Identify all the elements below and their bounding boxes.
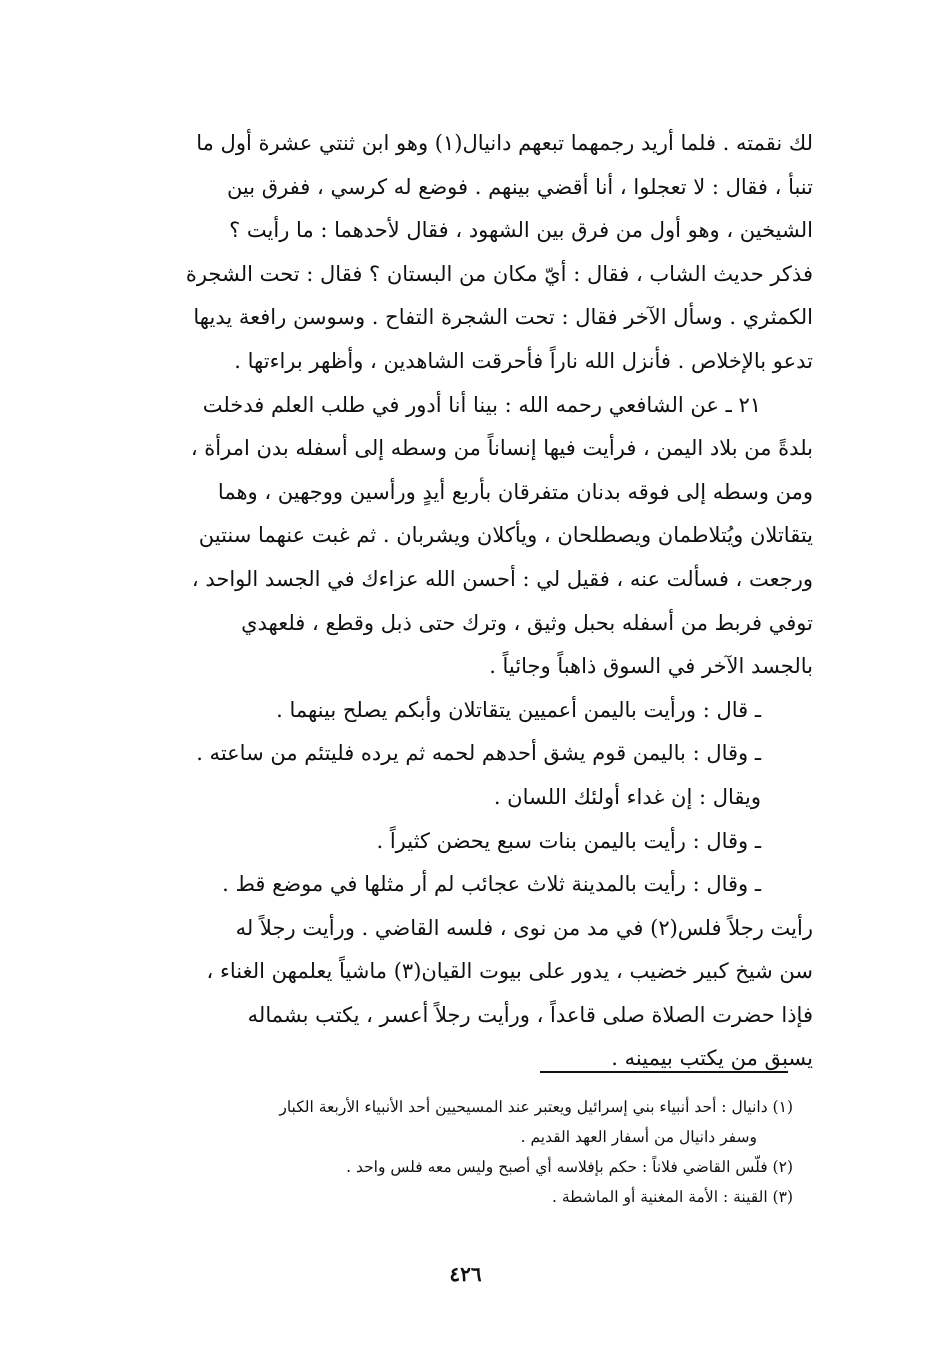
- text-line-7: ٢١ ـ عن الشافعي رحمه الله : بينا أنا أدور في طلب العلم فدخلت: [202, 392, 761, 417]
- text-line-3: الشيخين ، وهو أول من فرق بين الشهود ، فقال لأحدهما : ما رأيت ؟: [229, 218, 813, 243]
- text-line-2: تنبأ ، فقال : لا تعجلوا ، أنا أقضي بينهم . فوضع له كرسي ، ففرق بين: [226, 174, 813, 199]
- text-line-8: بلدةً من بلاد اليمن ، فرأيت فيها إنساناً من وسطه إلى أسفله بدن امرأة ،: [190, 436, 813, 461]
- text-line-21: فإذا حضرت الصلاة صلى قاعداً ، ورأيت رجلاً أعسر ، يكتب بشماله: [247, 1002, 813, 1027]
- text-line-13: بالجسد الآخر في السوق ذاهباً وجائياً .: [489, 654, 813, 679]
- text-line-11: ورجعت ، فسألت عنه ، فقيل لي : أحسن الله عزاءك في الجسد الواحد ،: [191, 566, 813, 591]
- text-line-17: ـ وقال : رأيت باليمن بنات سبع يحضن كثيراً .: [376, 828, 761, 853]
- text-line-6: تدعو بالإخلاص . فأنزل الله ناراً فأحرقت الشاهدين ، وأظهر براءتها .: [234, 348, 813, 373]
- text-line-15: ـ وقال : باليمن قوم يشق أحدهم لحمه ثم يرده فليتئم من ساعته .: [196, 741, 761, 766]
- footnote-divider: [540, 1071, 788, 1073]
- text-line-20: سن شيخ كبير خضيب ، يدور على بيوت القيان(٣) ماشياً يعلمهن الغناء ،: [206, 959, 813, 984]
- text-line-4: فذكر حديث الشاب ، فقال : أيّ مكان من البستان ؟ فقال : تحت الشجرة: [185, 261, 813, 286]
- text-line-18: ـ وقال : رأيت بالمدينة ثلاث عجائب لم أر مثلها في موضع قط .: [222, 872, 761, 897]
- text-line-9: ومن وسطه إلى فوقه بدنان متفرقان بأربع أيدٍ ورأسين ووجهين ، وهما: [217, 479, 813, 504]
- footnote-1: (١) دانيال : أحد أنبياء بني إسرائيل ويعتبر عند المسيحيين أحد الأنبياء الأربعة الكبار: [279, 1098, 793, 1116]
- text-line-1: لك نقمته . فلما أريد رجمهما تبعهم دانيال(١) وهو ابن ثنتي عشرة أول ما: [196, 131, 813, 155]
- text-line-22: يسبق من يكتب بيمينه .: [611, 1046, 813, 1071]
- text-line-19: رأيت رجلاً فلس(٢) في مد من نوى ، فلسه القاضي . ورأيت رجلاً له: [235, 915, 813, 940]
- text-line-14: ـ قال : ورأيت باليمن أعميين يتقاتلان وأبكم يصلح بينهما .: [276, 697, 761, 722]
- text-line-5: الكمثري . وسأل الآخر فقال : تحت الشجرة التفاح . وسوسن رافعة يديها: [193, 305, 813, 330]
- footnote-3: (٣) القينة : الأمة المغنية أو الماشطة .: [551, 1188, 793, 1206]
- main-text-block: [113, 122, 813, 1081]
- text-line-16: ويقال : إن غداء أولئك اللسان .: [493, 784, 761, 809]
- footnotes-block: [83, 1092, 793, 1212]
- text-line-12: توفي فربط من أسفله بحبل وثيق ، وترك حتى ذبل وقطع ، فلعهدي: [241, 610, 813, 635]
- text-line-10: يتقاتلان ويُتلاطمان ويصطلحان ، ويأكلان ويشربان . ثم غبت عنهما سنتين: [198, 523, 813, 548]
- page-number: ٤٢٦: [449, 1262, 482, 1286]
- footnote-2: (٢) فلّس القاضي فلاناً : حكم بإفلاسه أي أصبح وليس معه فلس واحد .: [346, 1158, 793, 1176]
- footnote-1-continued: وسفر دانيال من أسفار العهد القديم .: [520, 1128, 757, 1146]
